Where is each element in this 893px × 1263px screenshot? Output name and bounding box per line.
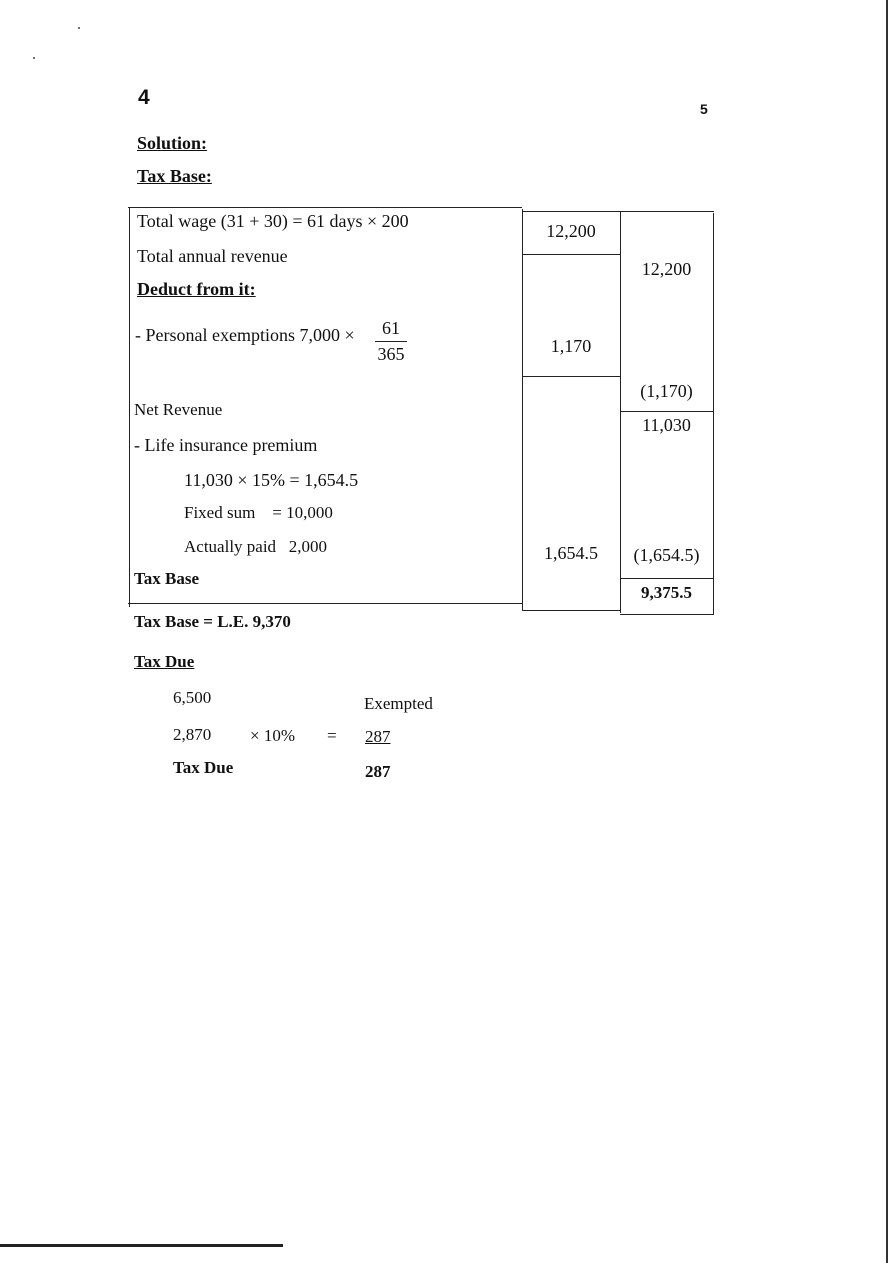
table-right-border xyxy=(713,213,714,615)
fraction-denominator: 365 xyxy=(377,344,405,364)
table-top-border-right xyxy=(522,211,714,212)
total-wage-label: Total wage (31 + 30) = 61 days × 200 xyxy=(137,211,409,231)
tax-due-row2-amount: 2,870 xyxy=(173,725,212,744)
col1-exemption-value: 1,170 xyxy=(550,336,592,356)
tax-due-total-label: Tax Due xyxy=(173,758,234,777)
table-bottom-border xyxy=(128,603,522,604)
scan-speck xyxy=(78,27,80,29)
fixed-sum-label: Fixed sum = 10,000 xyxy=(184,503,333,522)
col2-rule-1 xyxy=(620,411,713,412)
col2-bottom-border xyxy=(620,614,713,615)
tax-base-statement: Tax Base = L.E. 9,370 xyxy=(134,612,291,631)
col2-exemption-deduction: (1,170) xyxy=(640,381,693,401)
col1-wage-value: 12,200 xyxy=(546,221,596,241)
scan-speck xyxy=(33,57,35,59)
actually-paid-label: Actually paid 2,000 xyxy=(184,537,328,556)
total-annual-revenue-label: Total annual revenue xyxy=(137,246,288,266)
deduct-from-it-heading: Deduct from it: xyxy=(137,279,256,299)
net-revenue-label: Net Revenue xyxy=(134,400,223,419)
page-right-edge xyxy=(886,0,888,1263)
exemption-fraction xyxy=(375,318,407,365)
col2-net-revenue-value: 11,030 xyxy=(642,415,691,435)
tax-base-heading: Tax Base: xyxy=(137,166,212,186)
page-number-left: 4 xyxy=(138,86,150,109)
tax-due-row1-amount: 6,500 xyxy=(173,688,212,707)
fraction-numerator: 61 xyxy=(382,318,400,338)
insurance-15pct-calc: 11,030 × 15% = 1,654.5 xyxy=(184,470,359,490)
page-bottom-edge xyxy=(0,1244,283,1247)
tax-due-total-value: 287 xyxy=(365,762,391,781)
tax-base-label: Tax Base xyxy=(134,569,200,588)
table-top-border xyxy=(128,207,522,208)
col2-revenue-value: 12,200 xyxy=(641,259,692,279)
tax-due-row2-rate: × 10% xyxy=(250,726,295,745)
table-left-border xyxy=(129,207,130,607)
life-insurance-label: - Life insurance premium xyxy=(134,435,318,455)
page-number-right: 5 xyxy=(700,101,708,117)
col1-bottom-border xyxy=(522,610,620,611)
col2-insurance-deduction: (1,654.5) xyxy=(633,545,700,565)
tax-due-row2-result: 287 xyxy=(365,727,391,746)
tax-due-heading: Tax Due xyxy=(134,652,195,671)
col2-rule-2 xyxy=(620,578,713,579)
col2-tax-base-value: 9,375.5 xyxy=(641,583,692,602)
personal-exemptions-label: - Personal exemptions 7,000 × xyxy=(135,325,355,345)
col1-insurance-value: 1,654.5 xyxy=(544,543,598,563)
tax-due-row1-result: Exempted xyxy=(364,694,433,713)
col1-rule-1 xyxy=(522,254,620,255)
solution-heading: Solution: xyxy=(137,133,208,153)
fraction-bar xyxy=(375,341,407,342)
tax-due-row2-equals: = xyxy=(327,726,337,745)
col1-rule-2 xyxy=(522,376,620,377)
